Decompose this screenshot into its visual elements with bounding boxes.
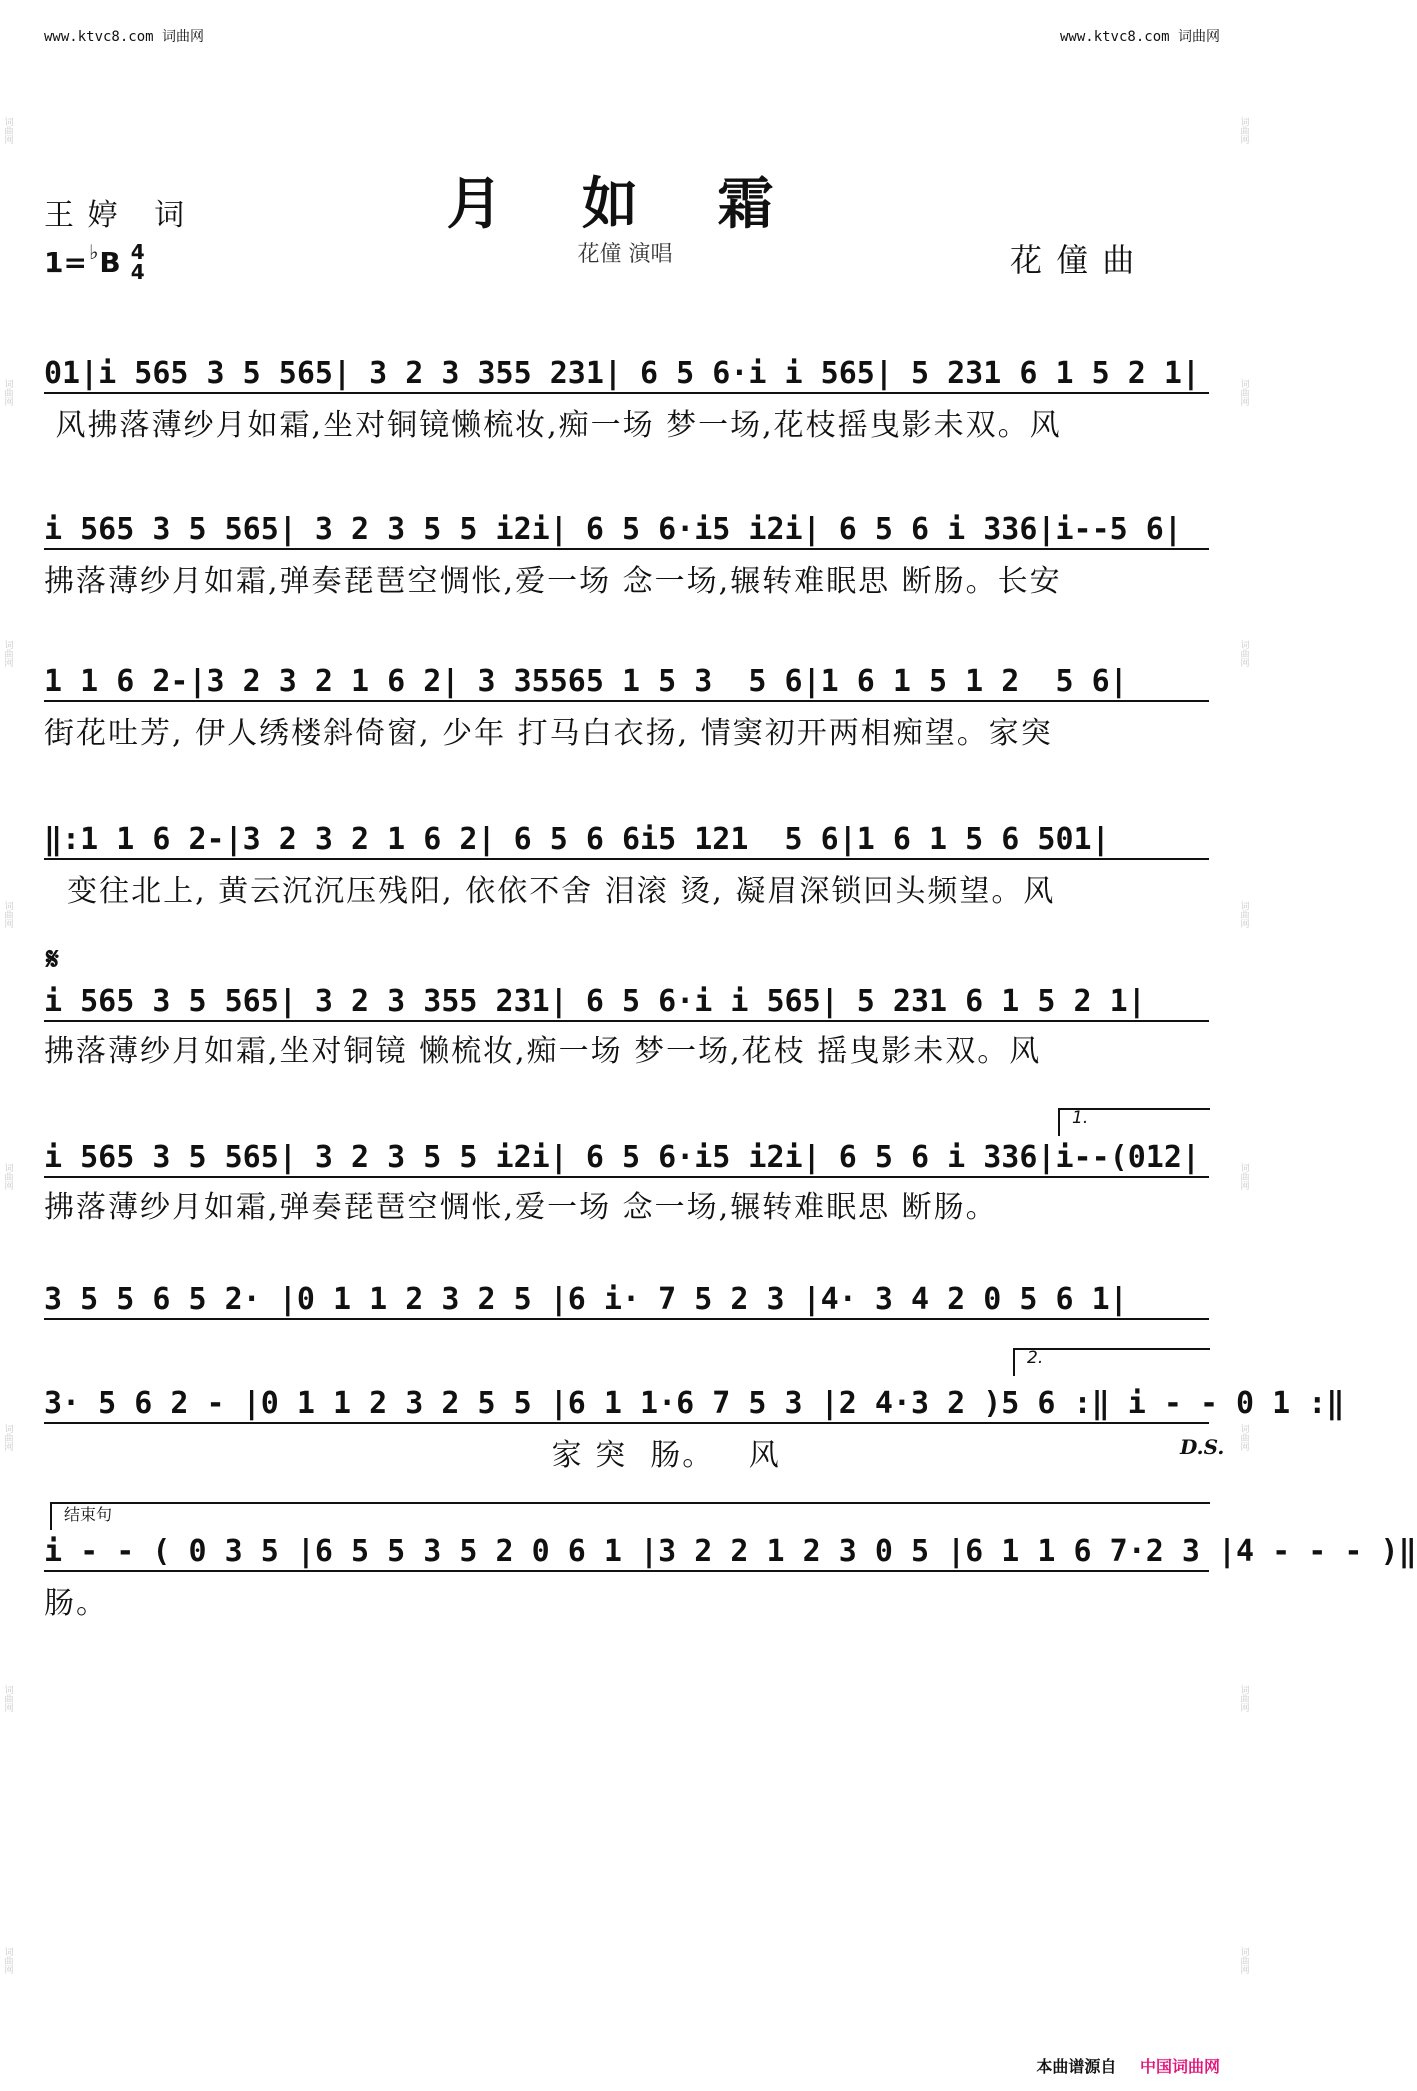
side-watermark: 词曲网 xyxy=(1238,639,1249,667)
watermark-url: www.ktvc8.com xyxy=(44,29,154,45)
notation-line: i 565 3 5 565| 3 2 3 5 5 i2i| 6 5 6·i5 i2i| 6 5 6 i 336|i--(012| xyxy=(44,1140,1209,1178)
lyric-line: 拂落薄纱月如霜,坐对铜镜 懒梳妆,痴一场 梦一场,花枝 摇曳影未双。风 xyxy=(44,1034,1042,1069)
time-bottom: 4 xyxy=(130,260,145,284)
notation-line: i 565 3 5 565| 3 2 3 355 231| 6 5 6·i i 565| 5 231 6 1 5 2 1| xyxy=(44,984,1209,1022)
key-signature xyxy=(44,242,145,282)
lyric-line: 拂落薄纱月如霜,弹奏琵琶空惆怅,爱一场 念一场,辗转难眠思 断肠。长安 xyxy=(44,564,1062,599)
side-watermark: 词曲网 xyxy=(1238,1946,1249,1974)
lyric-line: 变往北上, 黄云沉沉压残阳, 依依不舍 泪滚 烫, 凝眉深锁回头频望。风 xyxy=(44,874,1056,909)
notation-line: i - - ( 0 3 5 |6 5 5 3 5 2 0 6 1 |3 2 2 1 2 3 0 5 |6 1 1 6 7·2 3 |4 - - - )‖ xyxy=(44,1534,1209,1572)
side-watermark: 词曲网 xyxy=(2,117,13,145)
lyricist-credit: 王 婷 词 xyxy=(44,198,187,233)
notation-line: 01|i 565 3 5 565| 3 2 3 355 231| 6 5 6·i i 565| 5 231 6 1 5 2 1| xyxy=(44,356,1209,394)
notation-line: 1 1 6 2-|3 2 3 2 1 6 2| 3 35565 1 5 3 5 6|1 6 1 5 1 2 5 6| xyxy=(44,664,1209,702)
notation-line: ‖:1 1 6 2-|3 2 3 2 1 6 2| 6 5 6 6i5 121 5 6|1 6 1 5 6 501| xyxy=(44,822,1209,860)
left-watermark-strip xyxy=(0,0,14,2091)
lyric-line: 街花吐芳, 伊人绣楼斜倚窗, 少年 打马白衣扬, 情窦初开两相痴望。家突 xyxy=(44,716,1053,751)
watermark-site: 词曲网 xyxy=(1178,29,1220,45)
side-watermark: 词曲网 xyxy=(1238,1162,1249,1190)
side-watermark: 词曲网 xyxy=(2,378,13,406)
lyric-line: 风拂落薄纱月如霜,坐对铜镜懒梳妆,痴一场 梦一场,花枝摇曳影未双。风 xyxy=(44,408,1062,443)
notation-line: 3· 5 6 2 - |0 1 1 2 3 2 5 5 |6 1 1·6 7 5 3 |2 4·3 2 )5 6 :‖ i - - 0 1 :‖ xyxy=(44,1386,1209,1424)
coda-ending-label: 结束句 xyxy=(64,1505,113,1524)
side-watermark: 词曲网 xyxy=(2,1946,13,1974)
side-watermark: 词曲网 xyxy=(1238,1685,1249,1713)
header-watermark-right xyxy=(1060,26,1220,46)
side-watermark: 词曲网 xyxy=(1238,117,1249,145)
dal-segno-mark: D.S. xyxy=(1180,1435,1225,1459)
coda-ending-bracket xyxy=(50,1502,1210,1530)
side-watermark: 词曲网 xyxy=(1238,901,1249,929)
source-footer xyxy=(1036,2054,1220,2077)
composer-credit: 花 僮 曲 xyxy=(1010,241,1137,279)
side-watermark: 词曲网 xyxy=(1238,1424,1249,1452)
side-watermark: 词曲网 xyxy=(1238,378,1249,406)
footer-brand-link[interactable]: 中国词曲网 xyxy=(1139,2057,1220,2076)
second-ending-bracket xyxy=(1013,1348,1210,1376)
flat-symbol: ♭ xyxy=(88,240,99,264)
watermark-url: www.ktvc8.com xyxy=(1059,29,1170,45)
side-watermark: 词曲网 xyxy=(2,1685,13,1713)
time-top: 4 xyxy=(130,240,145,264)
notation-line: 3 5 5 6 5 2· |0 1 1 2 3 2 5 |6 i· 7 5 2 3 |4· 3 4 2 0 5 6 1| xyxy=(44,1282,1209,1320)
first-ending-bracket xyxy=(1058,1108,1210,1136)
lyric-line: 肠。 xyxy=(44,1586,108,1621)
song-singer: 花僮 演唱 xyxy=(577,242,673,267)
key-note: B xyxy=(99,245,121,279)
side-watermark: 词曲网 xyxy=(2,639,13,667)
first-ending-label: 1. xyxy=(1072,1108,1089,1128)
song-title: 月 如 霜 xyxy=(446,171,804,237)
notation-line: i 565 3 5 565| 3 2 3 5 5 i2i| 6 5 6·i5 i2i| 6 5 6 i 336|i--5 6| xyxy=(44,512,1209,550)
key-label: 1= xyxy=(44,245,87,279)
segno-sign: 𝄋 xyxy=(46,942,59,977)
side-watermark: 词曲网 xyxy=(2,1424,13,1452)
lyric-line: 家 突 肠。 风 xyxy=(44,1438,781,1473)
time-signature xyxy=(131,242,145,282)
side-watermark: 词曲网 xyxy=(2,1162,13,1190)
watermark-site: 词曲网 xyxy=(162,29,205,45)
footer-source: 本曲谱源自 xyxy=(1036,2057,1117,2076)
right-watermark-strip xyxy=(1236,0,1250,2091)
header-watermark-left xyxy=(44,26,204,46)
side-watermark: 词曲网 xyxy=(2,901,13,929)
second-ending-label: 2. xyxy=(1027,1348,1044,1368)
lyric-line: 拂落薄纱月如霜,弹奏琵琶空惆怅,爱一场 念一场,辗转难眠思 断肠。 xyxy=(44,1190,998,1225)
